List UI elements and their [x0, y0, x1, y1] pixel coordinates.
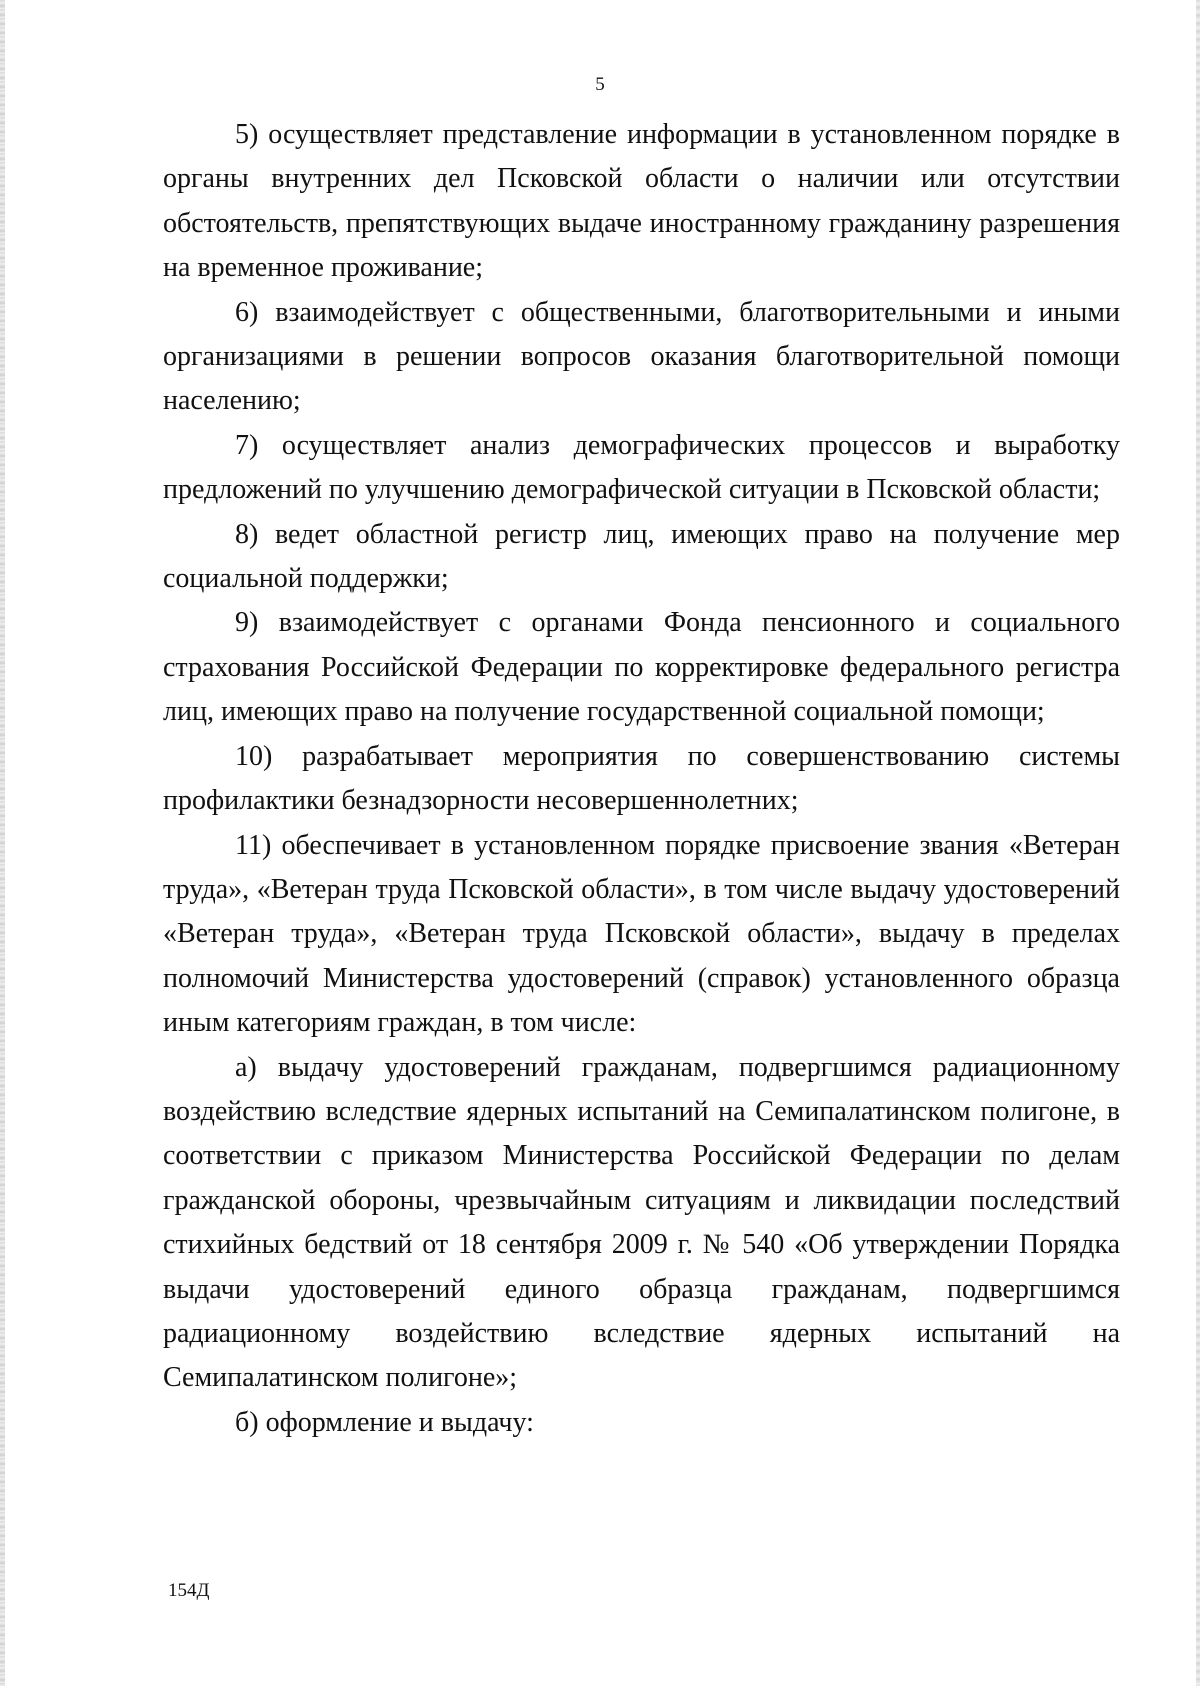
paragraph-item-8: 8) ведет областной регистр лиц, имеющих право на получение мер социальной поддержки;	[163, 518, 1120, 595]
paragraph-item-5: 5) осуществляет представление информации в установленном порядке в органы внутренних дел Псковской области о наличии или отсутствии обстоятельств, препятствующих выдаче иностранному гражданину разрешения на временное проживание;	[163, 119, 1120, 284]
paragraph-item-10: 10) разрабатывает мероприятия по совершенствованию системы профилактики безнадзорности несовершеннолетних;	[163, 740, 1120, 817]
paragraph-subitem-b: б) оформление и выдачу:	[235, 1406, 534, 1438]
paragraph-subitem-a: а) выдачу удостоверений гражданам, подвергшимся радиационному воздействию вследствие ядерных испытаний на Семипалатинском полигоне, в соответствии с приказом Министерства Российской Федерации по делам гражданской обороны, чрезвычайным ситуациям и ликвидации последствий стихийных бедствий от 18 сентября 2009 г. № 540 «Об утверждении Порядка выдачи удостоверений единого образца гражданам, подвергшимся радиационному воздействию вследствие ядерных испытаний на Семипалатинском полигоне»;	[163, 1051, 1120, 1394]
paragraph-item-6: 6) взаимодействует с общественными, благотворительными и иными организациями в решении вопросов оказания благотворительной помощи населению;	[163, 296, 1120, 417]
footer-document-code: 154Д	[168, 1580, 210, 1601]
page-number: 5	[595, 74, 605, 95]
scan-edge-left	[0, 0, 5, 1686]
paragraph-item-9: 9) взаимодействует с органами Фонда пенсионного и социального страхования Российской Федерации по корректировке федерального регистра лиц, имеющих право на получение государственной социальной помощи;	[163, 607, 1120, 728]
document-body	[163, 113, 1120, 1445]
scan-edge-right	[1196, 0, 1200, 1686]
paragraph-item-11: 11) обеспечивает в установленном порядке присвоение звания «Ветеран труда», «Ветеран труда Псковской области», в том числе выдачу удостоверений «Ветеран труда», «Ветеран труда Псковской области», выдачу в пределах полномочий Министерства удостоверений (справок) установленного образца иным категориям граждан, в том числе:	[163, 829, 1120, 1039]
paragraph-item-7: 7) осуществляет анализ демографических процессов и выработку предложений по улучшению демографической ситуации в Псковской области;	[163, 429, 1120, 506]
